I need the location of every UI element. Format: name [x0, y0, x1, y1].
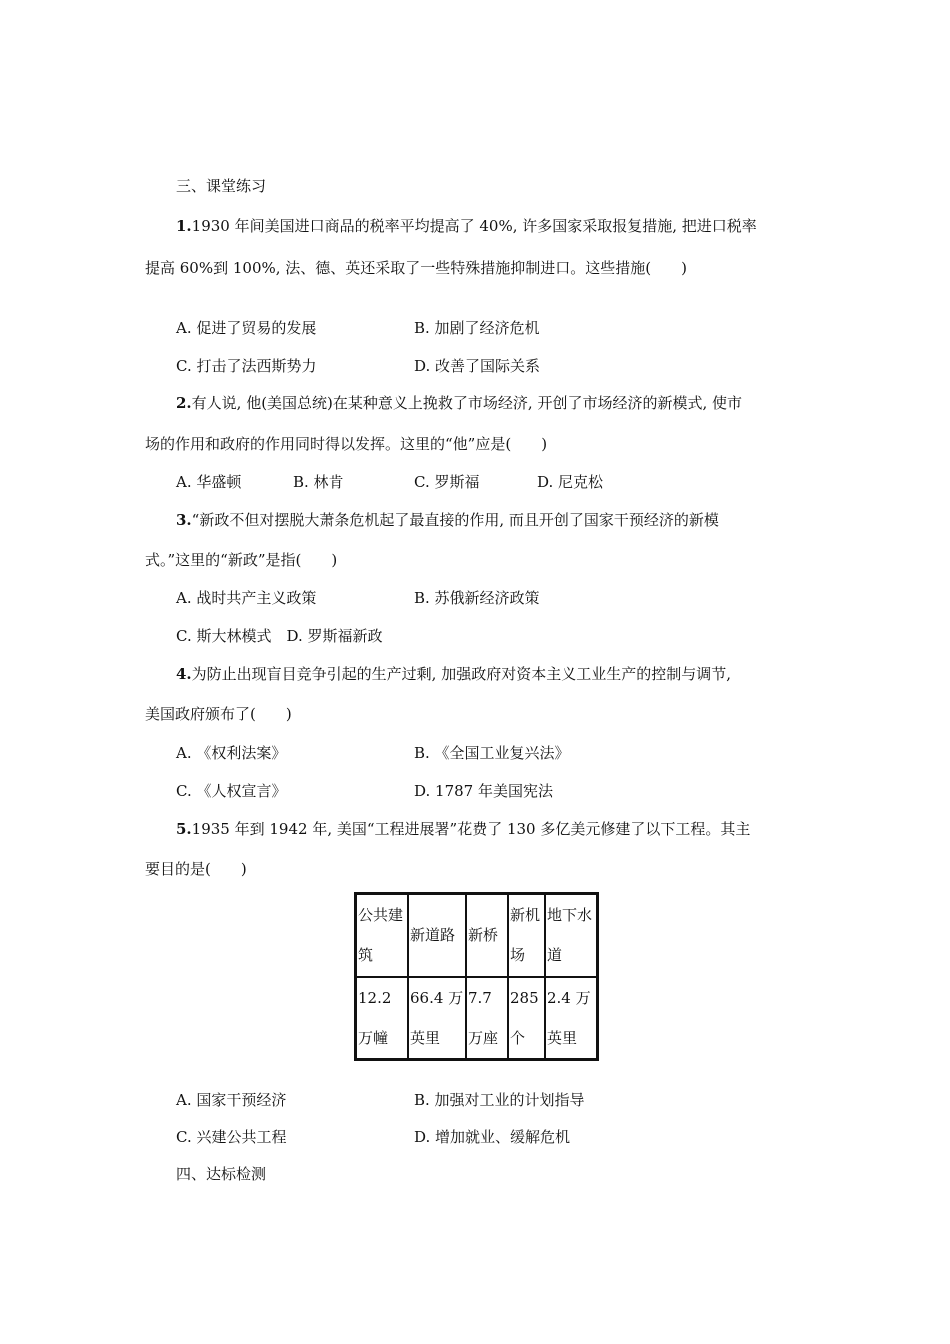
- question-2-line-1: [176, 393, 742, 413]
- question-3-line-2: 式。”这里的“新政”是指( ): [145, 551, 338, 569]
- table-header-cell: 地下水道: [545, 894, 598, 977]
- question-2-option-d[interactable]: D. 尼克松: [537, 473, 604, 491]
- question-4-option-d[interactable]: D. 1787 年美国宪法: [414, 782, 553, 800]
- question-5-line-1: [176, 819, 750, 839]
- question-4-option-a[interactable]: A. 《权利法案》: [176, 744, 287, 762]
- question-4-line-1: [176, 664, 731, 684]
- question-2-text-1: 有人说, 他(美国总统)在某种意义上挽救了市场经济, 开创了市场经济的新模式, 使市: [191, 394, 742, 412]
- question-1-option-a[interactable]: A. 促进了贸易的发展: [176, 319, 317, 337]
- question-1-line-2: 提高 60%到 100%, 法、德、英还采取了一些特殊措施抑制进口。这些措施( ): [145, 259, 688, 277]
- question-5-option-c[interactable]: C. 兴建公共工程: [176, 1128, 287, 1146]
- question-1-line-1: [176, 216, 757, 236]
- question-2-number: 2.: [176, 394, 192, 412]
- section-4-title: 四、达标检测: [176, 1165, 267, 1183]
- question-5-option-b[interactable]: B. 加强对工业的计划指导: [414, 1091, 585, 1109]
- question-3-option-b[interactable]: B. 苏俄新经济政策: [414, 589, 540, 607]
- question-5-option-a[interactable]: A. 国家干预经济: [176, 1091, 287, 1109]
- question-5-line-2: 要目的是( ): [145, 860, 247, 878]
- question-1-option-c[interactable]: C. 打击了法西斯势力: [176, 357, 317, 375]
- question-4-option-c[interactable]: C. 《人权宣言》: [176, 782, 287, 800]
- table-cell: 66.4 万英里: [408, 977, 466, 1060]
- question-3-option-cd[interactable]: C. 斯大林模式 D. 罗斯福新政: [176, 627, 383, 645]
- question-4-line-2: 美国政府颁布了( ): [145, 705, 292, 723]
- question-2-option-a[interactable]: A. 华盛顿: [176, 473, 242, 491]
- question-3-text-1: “新政不但对摆脱大萧条危机起了最直接的作用, 而且开创了国家干预经济的新模: [191, 511, 719, 529]
- table-header-cell: 新机场: [508, 894, 545, 977]
- question-4-text-1: 为防止出现盲目竞争引起的生产过剩, 加强政府对资本主义工业生产的控制与调节,: [191, 665, 731, 683]
- question-4-number: 4.: [176, 665, 192, 683]
- question-3-line-1: [176, 510, 719, 530]
- table-header-cell: 新道路: [408, 894, 466, 977]
- question-2-line-2: 场的作用和政府的作用同时得以发挥。这里的“他”应是( ): [145, 435, 548, 453]
- question-1-text-1: 1930 年间美国进口商品的税率平均提高了 40%, 许多国家采取报复措施, 把进口税率: [191, 217, 757, 235]
- table-row: [356, 977, 598, 1060]
- projects-table: [354, 892, 599, 1061]
- question-2-option-b[interactable]: B. 林肯: [293, 473, 344, 491]
- question-5-number: 5.: [176, 820, 192, 838]
- table-cell: 285 个: [508, 977, 545, 1060]
- table-header-cell: 公共建筑: [356, 894, 409, 977]
- question-3-number: 3.: [176, 511, 192, 529]
- question-3-option-a[interactable]: A. 战时共产主义政策: [176, 589, 317, 607]
- table-header-cell: 新桥: [466, 894, 508, 977]
- question-5-text-1: 1935 年到 1942 年, 美国“工程进展署”花费了 130 多亿美元修建了以下工程。其主: [191, 820, 751, 838]
- question-2-option-c[interactable]: C. 罗斯福: [414, 473, 480, 491]
- table-cell: 12.2 万幢: [356, 977, 409, 1060]
- question-1-number: 1.: [176, 217, 192, 235]
- question-5-option-d[interactable]: D. 增加就业、缓解危机: [414, 1128, 571, 1146]
- section-3-title: 三、课堂练习: [176, 177, 267, 195]
- question-1-option-d[interactable]: D. 改善了国际关系: [414, 357, 541, 375]
- question-1-option-b[interactable]: B. 加剧了经济危机: [414, 319, 540, 337]
- table-cell: 7.7 万座: [466, 977, 508, 1060]
- table-header-row: [356, 894, 598, 977]
- question-4-option-b[interactable]: B. 《全国工业复兴法》: [414, 744, 570, 762]
- table-cell: 2.4 万英里: [545, 977, 598, 1060]
